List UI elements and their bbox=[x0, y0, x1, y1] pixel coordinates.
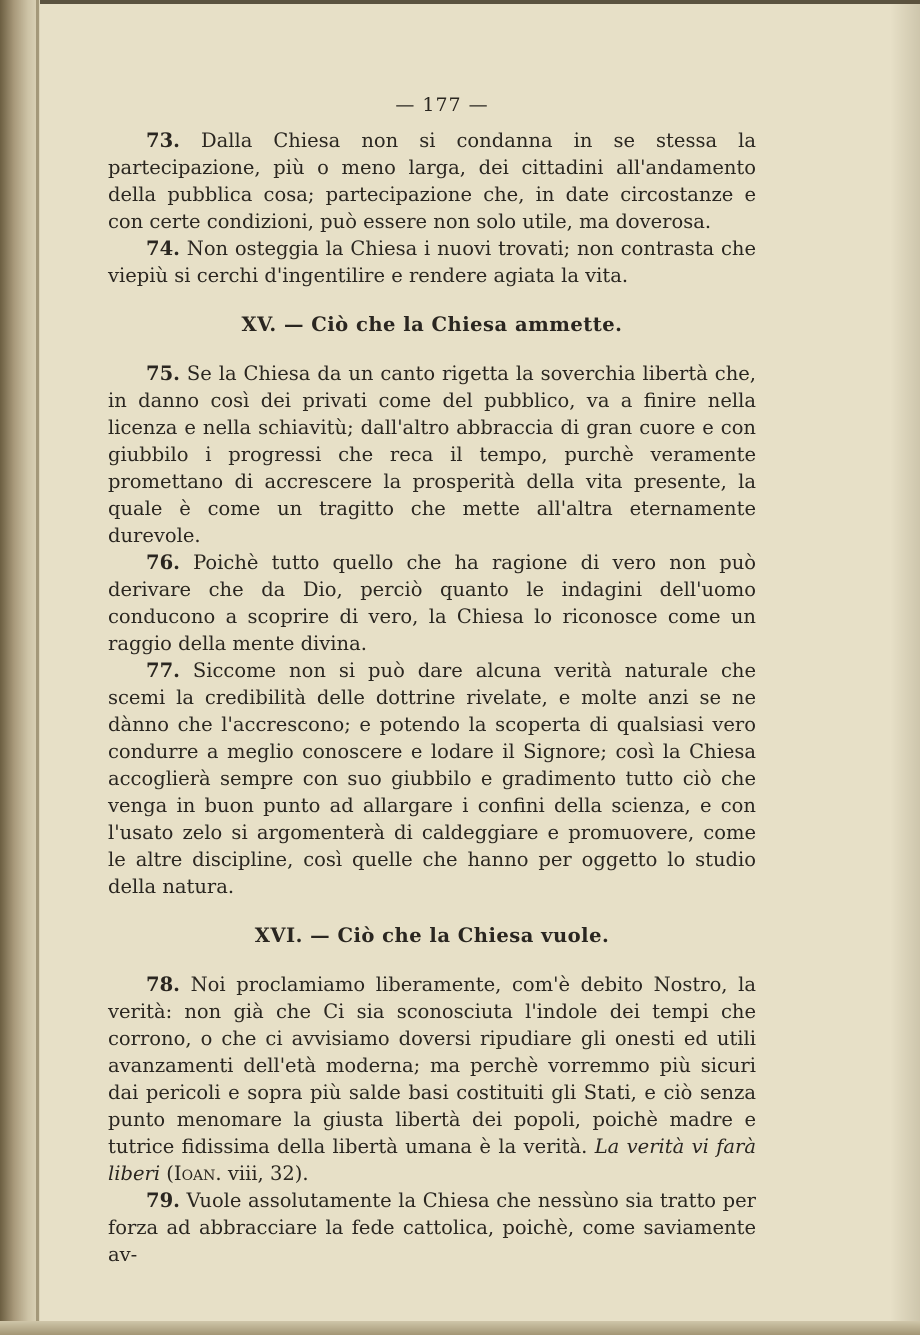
paragraph-number: 75. bbox=[146, 362, 180, 385]
bottom-edge bbox=[0, 1321, 920, 1335]
page-edge-shadow bbox=[890, 0, 920, 1335]
paragraph-74 bbox=[108, 235, 756, 289]
paragraph-number: 74. bbox=[146, 237, 180, 260]
reference-citation: viii, 32). bbox=[227, 1162, 309, 1185]
paragraph-79 bbox=[108, 1187, 756, 1268]
book-spine bbox=[0, 0, 40, 1335]
paragraph-text: Noi proclamiamo liberamente, com'è debito Nostro, la verità: non già che Ci sia sconosciuta l'indole dei tempi che corrono, o che ci avvisiamo doversi ripudiare gli onesti ed utili avanzamenti dell'età moderna; ma perchè vorremmo più sicuri dai pericoli e sopra più salde basi costituiti gli Stati, e ciò senza punto menomare la giusta libertà dei popoli, poichè madre e tutrice fidissima della libertà umana è la verità. bbox=[108, 973, 756, 1158]
paragraph-text: Dalla Chiesa non si condanna in se stessa la partecipazione, più o meno larga, dei cittadini all'andamento della pubblica cosa; partecipazione che, in date circostanze e con certe condizioni, può essere non solo utile, ma doverosa. bbox=[108, 129, 756, 233]
spine-edge bbox=[36, 0, 39, 1335]
paragraph-76 bbox=[108, 549, 756, 657]
paragraph-text: Poichè tutto quello che ha ragione di vero non può derivare che da Dio, perciò quanto le indagini dell'uomo conducono a scoprire di vero, la Chiesa lo riconosce come un raggio della mente divina. bbox=[108, 551, 757, 655]
paragraph-73 bbox=[108, 127, 756, 235]
paragraph-number: 73. bbox=[146, 129, 180, 152]
paragraph-77 bbox=[108, 657, 756, 900]
paragraph-number: 78. bbox=[146, 973, 180, 996]
paragraph-text: Siccome non si può dare alcuna verità naturale che scemi la credibilità delle dottrine rivelate, e molte anzi se ne dànno che l'accrescono; e potendo la scoperta di qualsiasi vero condurre a meglio conoscere e lodare il Signore; così la Chiesa accoglierà sempre con suo giubbilo e gradimento tutto ciò che venga in buon punto ad allargare i confini della scienza, e con l'usato zelo si argomenterà di caldeggiare e promuovere, come le altre discipline, così quelle che hanno per oggetto lo studio della natura. bbox=[108, 659, 756, 898]
paragraph-number: 76. bbox=[146, 551, 180, 574]
paragraph-78: 78. Noi proclamiamo liberamente, com'è debito Nostro, la verità: non già che Ci sia sconosciuta l'indole dei tempi che corrono, o che ci avvisiamo doversi ripudiare gli onesti ed utili avanzamenti dell'età moderna; ma perchè vorremmo più sicuri dai pericoli e sopra più salde basi costituiti gli Stati, e ciò senza punto menomare la giusta libertà dei popoli, poichè madre e tutrice fidissima della libertà umana è la verità. La verità vi farà liberi (Ioan. viii, 32). bbox=[108, 973, 757, 1185]
paragraph-number: 77. bbox=[146, 659, 180, 682]
section-heading-xvi: XVI. — Ciò che la Chiesa vuole. bbox=[254, 924, 610, 947]
page-content bbox=[108, 92, 756, 1268]
paragraph-number: 79. bbox=[146, 1189, 180, 1212]
page-number: — 177 — bbox=[395, 94, 489, 116]
paragraph-text: Se la Chiesa da un canto rigetta la soverchia libertà che, in danno così dei privati come del pubblico, va a finire nella licenza e nella schiavitù; dall'altro abbraccia di gran cuore e con giubbilo i progressi che reca il tempo, purchè veramente promettano di accrescere la prosperità della vita presente, la quale è come un tragitto che mette all'altra eternamente durevole. bbox=[108, 362, 756, 547]
paragraph-text: Non osteggia la Chiesa i nuovi trovati; non contrasta che viepiù si cerchi d'ingentilire e rendere agiata la vita. bbox=[108, 237, 756, 287]
scripture-quote: La verità vi farà liberi bbox=[108, 1135, 757, 1185]
reference-author: Ioan. bbox=[173, 1162, 222, 1185]
top-edge bbox=[0, 0, 920, 4]
section-heading-xv: XV. — Ciò che la Chiesa ammette. bbox=[241, 313, 623, 336]
paragraph-text: Vuole assolutamente la Chiesa che nessùno sia tratto per forza ad abbracciare la fede cattolica, poichè, come saviamente av- bbox=[108, 1189, 756, 1266]
paragraph-75 bbox=[108, 360, 756, 549]
